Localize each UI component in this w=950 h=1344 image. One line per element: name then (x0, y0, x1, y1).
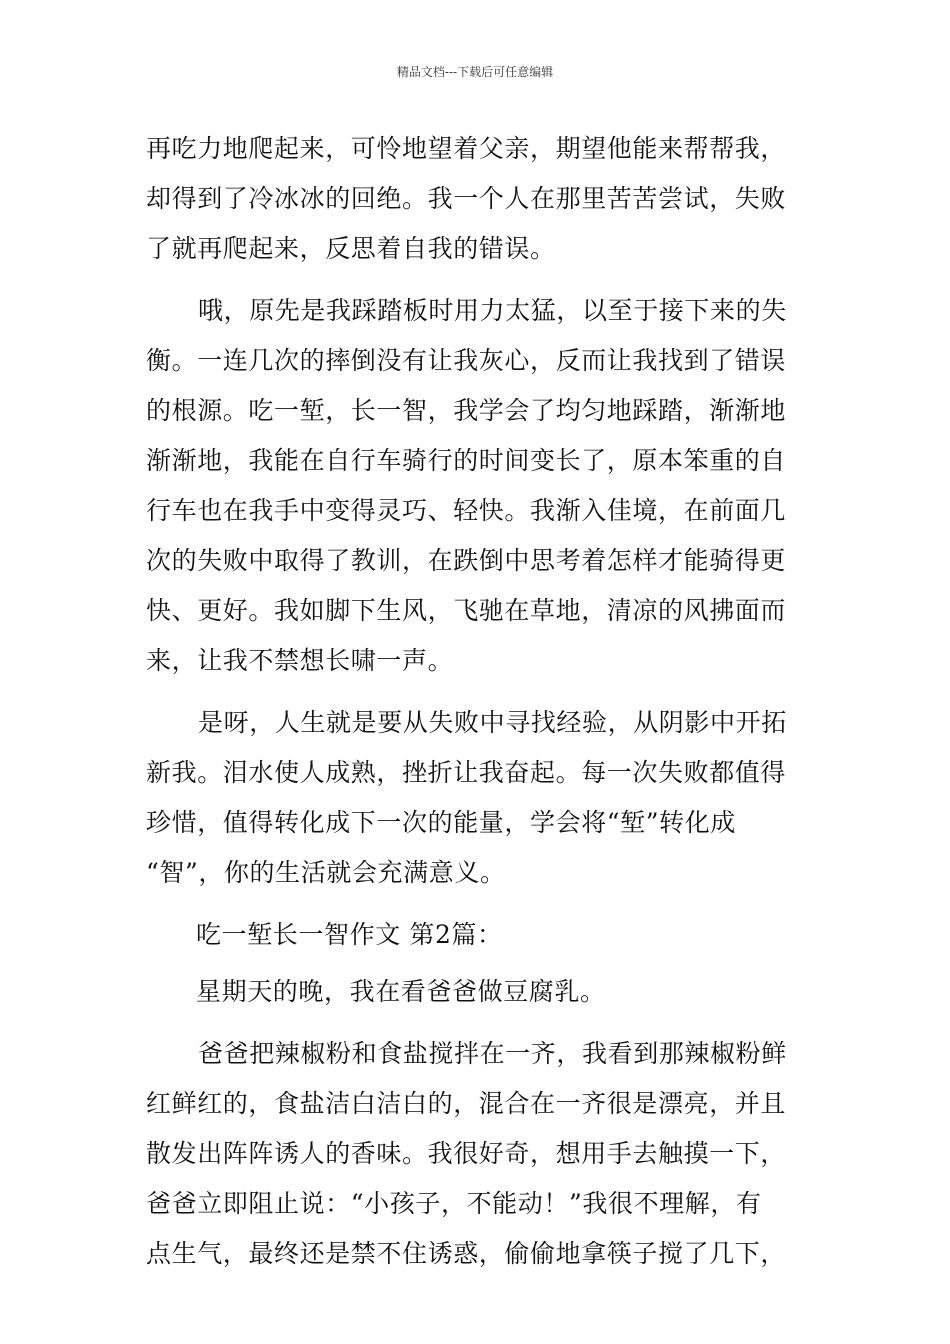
text-line: 快、更好。我如脚下生风，飞驰在草地，清凉的风拂面而 (146, 596, 787, 625)
text-line: “智”，你的生活就会充满意义。 (146, 858, 506, 887)
text-line: 来，让我不禁想长啸一声。 (146, 646, 454, 675)
paragraph-first-line: 哦，原先是我踩踏板时用力太猛，以至于接下来的失 (198, 296, 787, 325)
text-line: 珍惜，值得转化成下一次的能量，学会将“堑”转化成 (146, 808, 736, 837)
text-line: 新我。泪水使人成熟，挫折让我奋起。每一次失败都值得 (146, 758, 787, 787)
document-body (146, 124, 810, 1279)
text-line: 行车也在我手中变得灵巧、轻快。我渐入佳境，在前面几 (146, 496, 787, 525)
text-line: 爸爸立即阻止说：“小孩子，不能动！”我很不理解，有 (146, 1189, 762, 1218)
text-line: 却得到了冷冰冰的回绝。我一个人在那里苦苦尝试，失败 (146, 184, 787, 213)
text-line: 再吃力地爬起来，可怜地望着父亲，期望他能来帮帮我， (146, 134, 787, 163)
text-line: 渐渐地，我能在自行车骑行的时间变长了，原本笨重的自 (146, 446, 787, 475)
paragraph-first-line: 星期天的晚，我在看爸爸做豆腐乳。 (196, 977, 606, 1006)
section-heading: 吃一堑长一智作文 第2篇： (196, 920, 503, 949)
text-line: 散发出阵阵诱人的香味。我很好奇，想用手去触摸一下， (146, 1139, 787, 1168)
text-line: 了就再爬起来，反思着自我的错误。 (146, 234, 556, 263)
text-line: 衡。一连几次的摔倒没有让我灰心，反而让我找到了错误 (146, 346, 787, 375)
text-line: 点生气，最终还是禁不住诱惑，偷偷地拿筷子搅了几下， (146, 1239, 787, 1268)
text-line: 红鲜红的，食盐洁白洁白的，混合在一齐很是漂亮，并且 (146, 1089, 787, 1118)
text-line: 次的失败中取得了教训，在跌倒中思考着怎样才能骑得更 (146, 546, 787, 575)
text-line: 的根源。吃一堑，长一智，我学会了均匀地踩踏，渐渐地 (146, 396, 787, 425)
paragraph-first-line: 爸爸把辣椒粉和食盐搅拌在一齐，我看到那辣椒粉鲜 (198, 1039, 787, 1068)
page-header: 精品文档---下载后可任意编辑 (396, 65, 554, 79)
paragraph-first-line: 是呀，人生就是要从失败中寻找经验，从阴影中开拓 (198, 708, 787, 737)
